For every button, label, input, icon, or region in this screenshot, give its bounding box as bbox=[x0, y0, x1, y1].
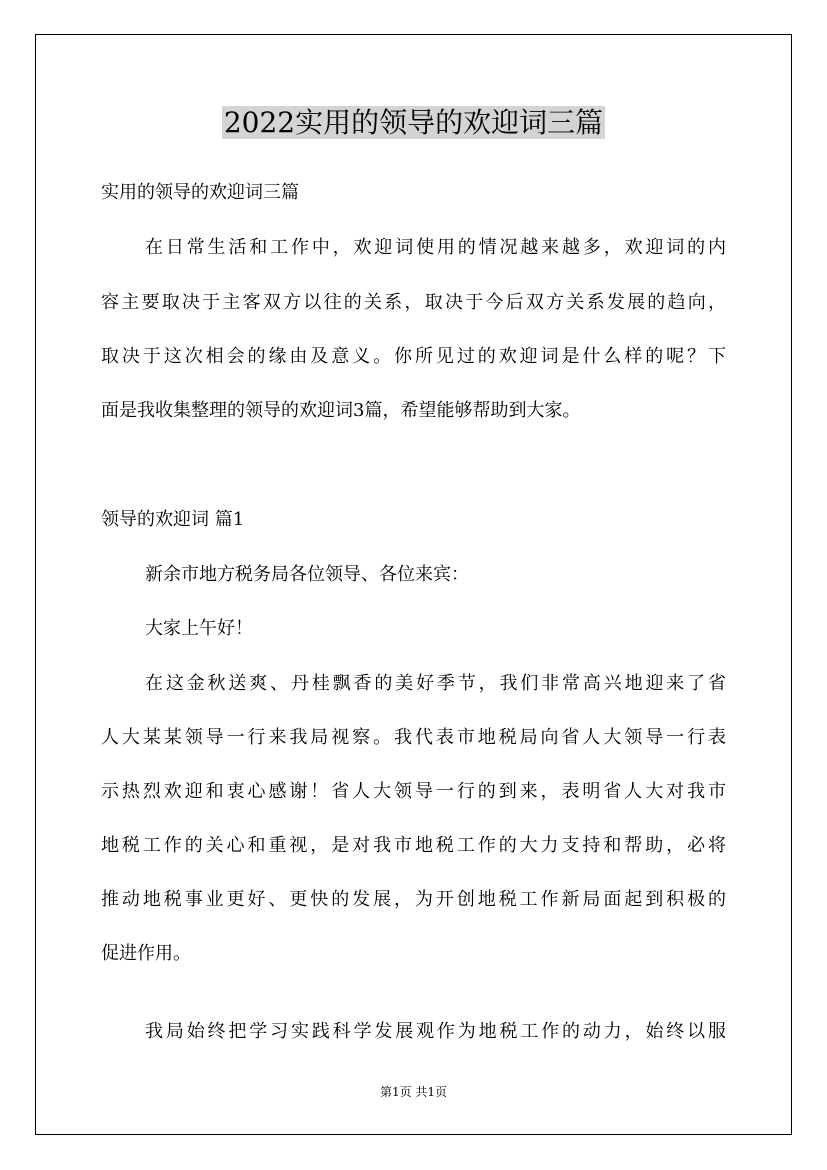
para1-line-6: 促进作用。 bbox=[101, 943, 191, 964]
section-heading: 领导的欢迎词 篇1 bbox=[101, 509, 245, 530]
para2-line-1: 我局始终把学习实践科学发展观作为地税工作的动力，始终以服 bbox=[145, 1021, 726, 1042]
intro-line-3: 取决于这次相会的缘由及意义。你所见过的欢迎词是什么样的呢？下 bbox=[101, 346, 726, 367]
intro-line-1: 在日常生活和工作中，欢迎词使用的情况越来越多，欢迎词的内 bbox=[145, 237, 726, 258]
page-footer: 第1页 共1页 bbox=[379, 1085, 448, 1099]
para1-line-2: 人大某某领导一行来我局视察。我代表市地税局向省人大领导一行表 bbox=[101, 727, 726, 748]
document-title-text: 2022实用的领导的欢迎词三篇 bbox=[223, 106, 604, 139]
document-title bbox=[0, 104, 827, 142]
para1-line-5: 推动地税事业更好、更快的发展，为开创地税工作新局面起到积极的 bbox=[101, 889, 726, 910]
para1-line-3: 示热烈欢迎和衷心感谢！省人大领导一行的到来，表明省人大对我市 bbox=[101, 781, 726, 802]
salutation: 新余市地方税务局各位领导、各位来宾： bbox=[145, 564, 469, 585]
intro-line-2: 容主要取决于主客双方以往的关系，取决于今后双方关系发展的趋向， bbox=[101, 292, 726, 313]
para1-line-4: 地税工作的关心和重视，是对我市地税工作的大力支持和帮助，必将 bbox=[101, 835, 726, 856]
document-subtitle: 实用的领导的欢迎词三篇 bbox=[101, 182, 299, 203]
para1-line-1: 在这金秋送爽、丹桂飘香的美好季节，我们非常高兴地迎来了省 bbox=[145, 673, 726, 694]
greeting: 大家上午好！ bbox=[145, 618, 253, 639]
intro-line-4: 面是我收集整理的领导的欢迎词3篇，希望能够帮助到大家。 bbox=[101, 400, 581, 421]
